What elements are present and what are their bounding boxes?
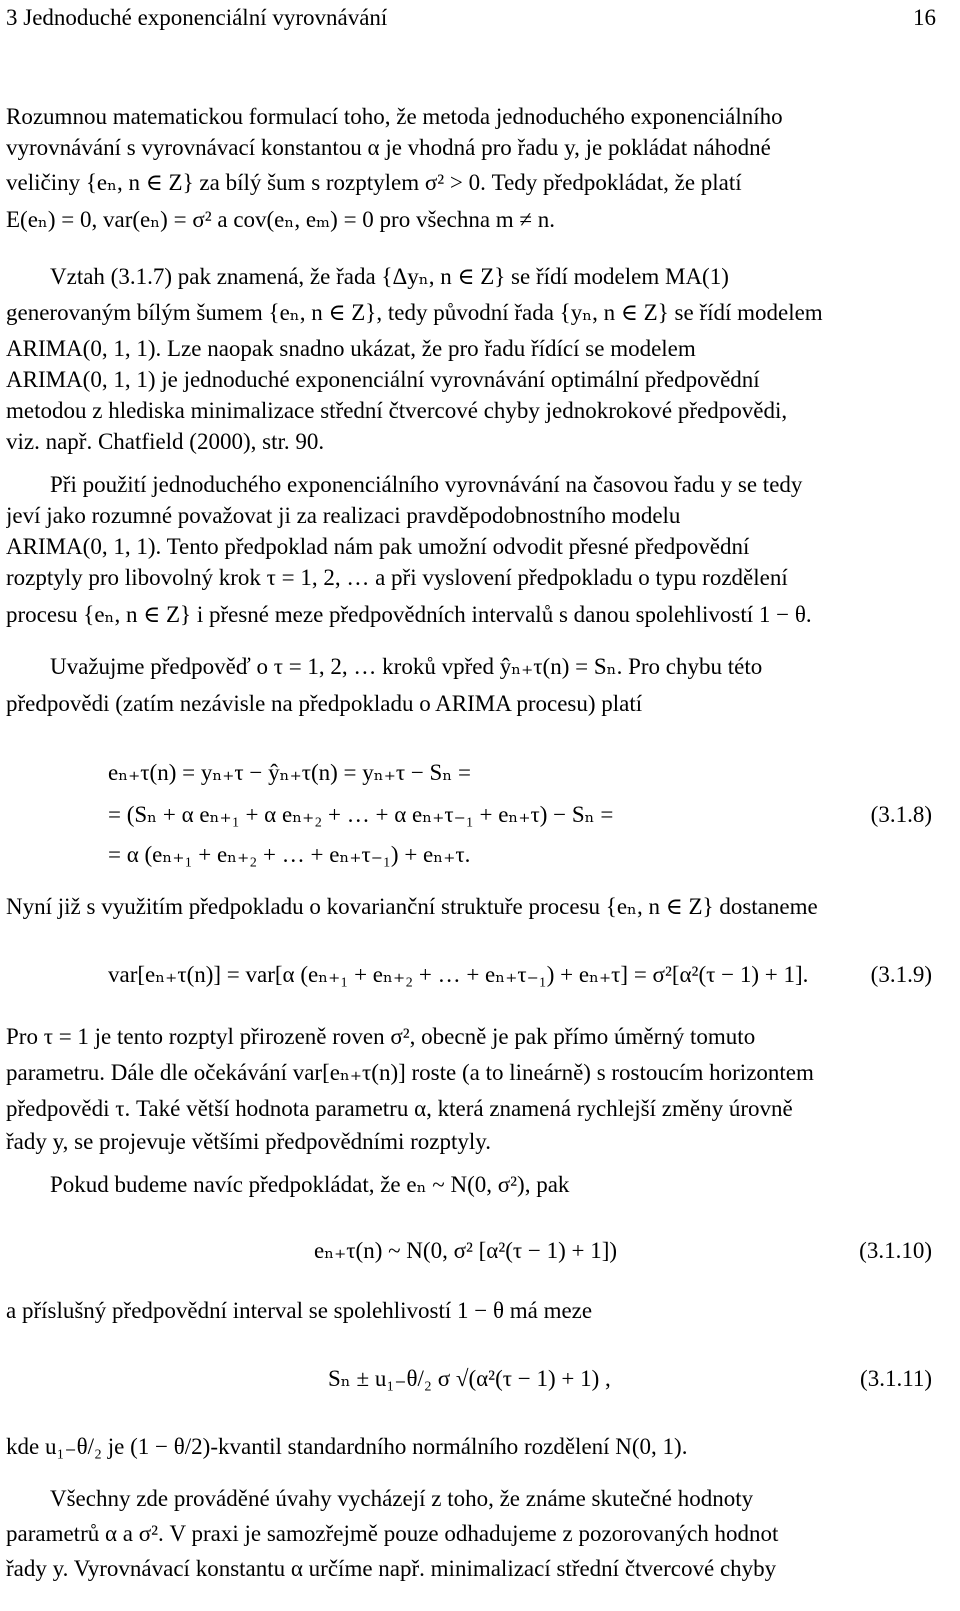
equation-3-1-8-row-1 (0, 758, 960, 798)
text-line: kde u₁₋θ/₂ je (1 − θ/2)-kvantil standardního normálního rozdělení N(0, 1). (6, 1434, 688, 1459)
text-line: ARIMA(0, 1, 1) je jednoduché exponenciální vyrovnávání optimální předpovědní (6, 367, 760, 392)
equation-text: = α (eₙ₊₁ + eₙ₊₂ + … + eₙ₊τ₋₁) + eₙ₊τ. (108, 842, 471, 867)
equation-text: var[eₙ₊τ(n)] = var[α (eₙ₊₁ + eₙ₊₂ + … + eₙ₊τ₋₁) + eₙ₊τ] = σ²[α²(τ − 1) + 1]. (108, 962, 809, 987)
text-line: předpovědi τ. Také větší hodnota parametru α, která znamená rychlejší změny úrovně (6, 1096, 793, 1121)
text-line: generovaným bílým šumem {eₙ, n ∈ Z}, tedy původní řada {yₙ, n ∈ Z} se řídí modelem (6, 300, 823, 325)
paragraph-quantile (6, 1432, 931, 1463)
text-line: procesu {eₙ, n ∈ Z} i přesné meze předpovědních intervalů s danou spolehlivostí 1 − θ. (6, 602, 812, 627)
text-line: předpovědi (zatím nezávisle na předpokladu o ARIMA procesu) platí (6, 691, 643, 716)
page-number: 16 (913, 5, 936, 30)
paragraph-covariance (6, 892, 931, 923)
text-line: viz. např. Chatfield (2000), str. 90. (6, 429, 325, 454)
paragraph-normal-assumption (6, 1170, 931, 1201)
text-line: řady y, se projevuje většími předpovědními rozptyly. (6, 1129, 492, 1154)
paragraph-parameter-estimation (6, 1484, 931, 1585)
text-line: jeví jako rozumné považovat ji za realizaci pravděpodobnostního modelu (6, 503, 681, 528)
equation-3-1-11 (0, 1364, 960, 1404)
equation-3-1-8-row-3 (0, 840, 960, 880)
text-line: ARIMA(0, 1, 1). Tento předpoklad nám pak umožní odvodit přesné předpovědní (6, 534, 750, 559)
equation-number: (3.1.11) (860, 1366, 932, 1391)
paragraph-white-noise (6, 102, 931, 236)
text-line: ARIMA(0, 1, 1). Lze naopak snadno ukázat, že pro řadu řídící se modelem (6, 336, 696, 361)
text-line: Uvažujme předpověď o τ = 1, 2, … kroků vpřed ŷₙ₊τ(n) = Sₙ. Pro chybu této (50, 654, 763, 679)
running-header (6, 3, 936, 37)
equation-text: eₙ₊τ(n) ~ N(0, σ² [α²(τ − 1) + 1]) (314, 1238, 618, 1263)
equation-3-1-10 (0, 1236, 960, 1276)
paragraph-variance-discussion (6, 1022, 931, 1158)
chapter-title: 3 Jednoduché exponenciální vyrovnávání (6, 5, 388, 30)
equation-number: (3.1.8) (870, 802, 932, 827)
text-line: Nyní již s využitím předpokladu o kovarianční struktuře procesu {eₙ, n ∈ Z} dostaneme (6, 894, 818, 919)
paragraph-interval-intro (6, 1296, 931, 1327)
text-line: metodou z hlediska minimalizace střední čtvercové chyby jednokrokové předpovědi, (6, 398, 788, 423)
text-line: vyrovnávání s vyrovnávací konstantou α je vhodná pro řadu y, je pokládat náhodné (6, 135, 771, 160)
equation-number: (3.1.10) (859, 1238, 932, 1263)
text-line: Pro τ = 1 je tento rozptyl přirozeně roven σ², obecně je pak přímo úměrný tomuto (6, 1024, 756, 1049)
text-line: a příslušný předpovědní interval se spolehlivostí 1 − θ má meze (6, 1298, 593, 1323)
text-line: parametru. Dále dle očekávání var[eₙ₊τ(n)] roste (a to lineárně) s rostoucím horizontem (6, 1060, 814, 1085)
paragraph-forecast-error (6, 652, 931, 720)
text-line: rozptyly pro libovolný krok τ = 1, 2, … a při vyslovení předpokladu o typu rozdělení (6, 565, 788, 590)
equation-text: eₙ₊τ(n) = yₙ₊τ − ŷₙ₊τ(n) = yₙ₊τ − Sₙ = (108, 760, 472, 785)
text-line: Pokud budeme navíc předpokládat, že eₙ ~ N(0, σ²), pak (50, 1172, 570, 1197)
equation-text: Sₙ ± u₁₋θ/₂ σ √(α²(τ − 1) + 1) , (328, 1366, 611, 1391)
text-line: Vztah (3.1.7) pak znamená, že řada {Δyₙ, n ∈ Z} se řídí modelem MA(1) (50, 264, 729, 289)
text-line: Rozumnou matematickou formulací toho, že metoda jednoduchého exponenciálního (6, 104, 783, 129)
equation-text: = (Sₙ + α eₙ₊₁ + α eₙ₊₂ + … + α eₙ₊τ₋₁ + eₙ₊τ) − Sₙ = (108, 802, 614, 827)
text-line: Při použití jednoduchého exponenciálního vyrovnávání na časovou řadu y se tedy (50, 472, 803, 497)
paragraph-arima-relation (6, 262, 931, 458)
text-line: řady y. Vyrovnávací konstantu α určíme např. minimalizací střední čtvercové chyby (6, 1556, 777, 1581)
text-line: E(eₙ) = 0, var(eₙ) = σ² a cov(eₙ, eₘ) = 0 pro všechna m ≠ n. (6, 207, 556, 232)
text-line: veličiny {eₙ, n ∈ Z} za bílý šum s rozptylem σ² > 0. Tedy předpokládat, že platí (6, 170, 742, 195)
paragraph-model-assumption (6, 470, 931, 631)
equation-number: (3.1.9) (870, 962, 932, 987)
text-line: parametrů α a σ². V praxi je samozřejmě pouze odhadujeme z pozorovaných hodnot (6, 1521, 779, 1546)
text-line: Všechny zde prováděné úvahy vycházejí z toho, že známe skutečné hodnoty (50, 1486, 754, 1511)
equation-3-1-8-row-2 (0, 800, 960, 840)
equation-3-1-9 (0, 960, 960, 1000)
